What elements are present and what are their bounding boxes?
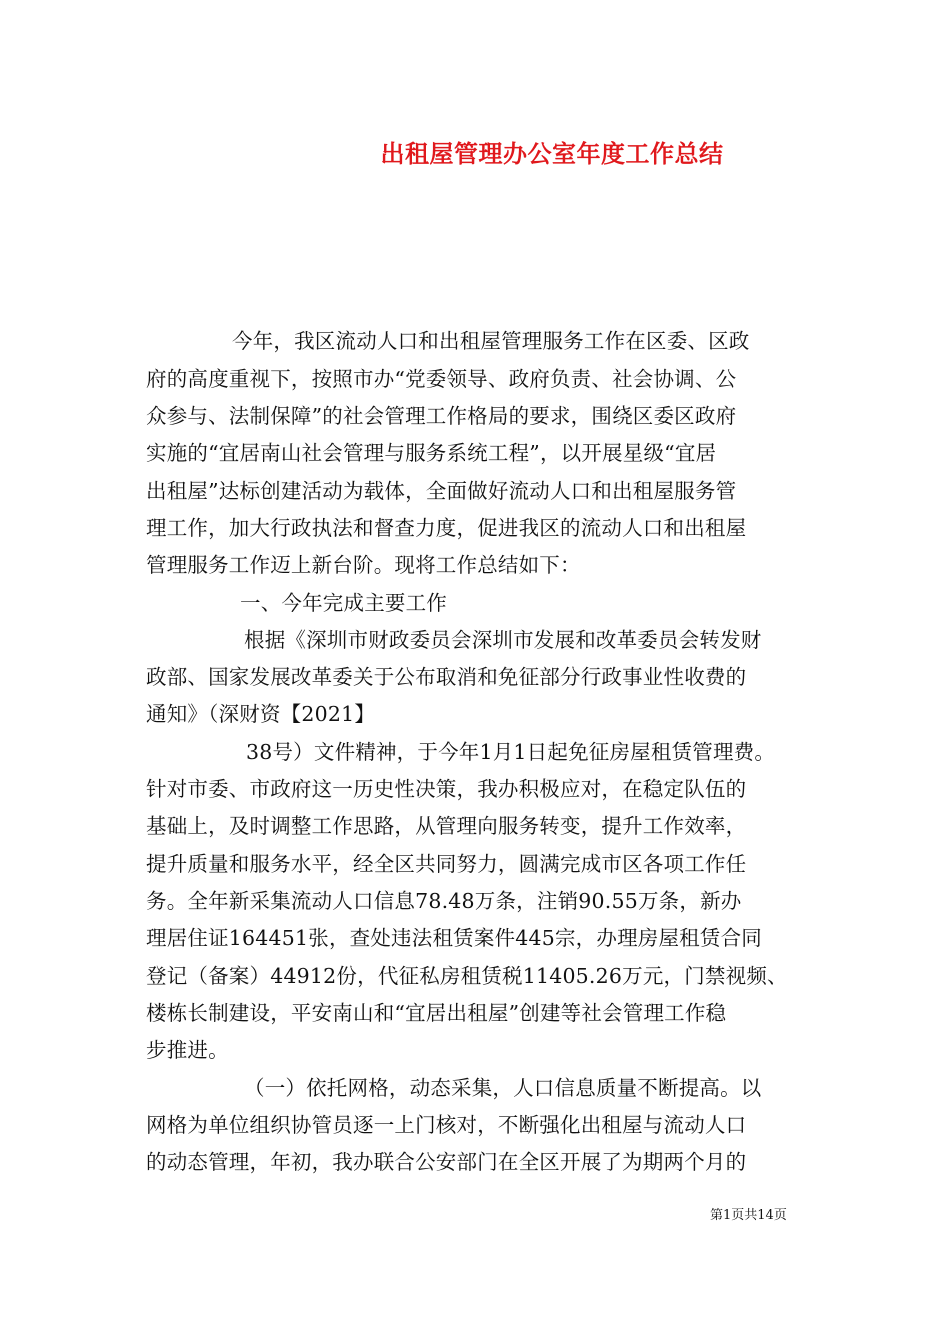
body-line: 务。全年新采集流动人口信息78.48万条，注销90.55万条，新办: [146, 889, 742, 913]
body-line: 理工作，加大行政执法和督查力度，促进我区的流动人口和出租屋: [146, 516, 747, 540]
body-line: 管理服务工作迈上新台阶。现将工作总结如下：: [146, 553, 581, 577]
body-line: 通知》（深财资【2021】: [146, 702, 376, 726]
body-line: 针对市委、市政府这一历史性决策，我办积极应对，在稳定队伍的: [146, 777, 747, 801]
body-line: 步推进。: [146, 1038, 229, 1062]
body-line: 的动态管理，年初，我办联合公安部门在全区开展了为期两个月的: [146, 1150, 747, 1174]
body-line: 楼栋长制建设，平安南山和“宜居出租屋”创建等社会管理工作稳: [146, 1001, 727, 1025]
body-line: 根据《深圳市财政委员会深圳市发展和改革委员会转发财: [244, 628, 762, 652]
body-line: 出租屋”达标创建活动为载体，全面做好流动人口和出租屋服务管: [146, 479, 737, 503]
body-line: 38号）文件精神，于今年1月1日起免征房屋租赁管理费。: [246, 740, 776, 764]
body-line: 基础上，及时调整工作思路，从管理向服务转变，提升工作效率，: [146, 814, 747, 838]
body-line: 理居住证164451张，查处违法租赁案件445宗，办理房屋租赁合同: [146, 926, 762, 950]
body-line: 今年，我区流动人口和出租屋管理服务工作在区委、区政: [232, 329, 750, 353]
page-number: 第1页共14页: [710, 1208, 787, 1223]
body-line: 政部、国家发展改革委关于公布取消和免征部分行政事业性收费的: [146, 665, 747, 689]
body-line: 网格为单位组织协管员逐一上门核对，不断强化出租屋与流动人口: [146, 1113, 747, 1137]
document-title: 出租屋管理办公室年度工作总结: [380, 139, 724, 168]
body-line: 登记（备案）44912份，代征私房租赁税11405.26万元，门禁视频、: [146, 964, 788, 988]
subsection-heading: （一）依托网格，动态采集，人口信息质量不断提高。以: [244, 1076, 762, 1100]
body-line: 府的高度重视下，按照市办“党委领导、政府负责、社会协调、公: [146, 367, 737, 391]
body-line: 实施的“宜居南山社会管理与服务系统工程”，以开展星级“宜居: [146, 441, 717, 465]
body-line: 提升质量和服务水平，经全区共同努力，圆满完成市区各项工作任: [146, 852, 747, 876]
body-line: 众参与、法制保障”的社会管理工作格局的要求，围绕区委区政府: [146, 404, 737, 428]
section-heading: 一、今年完成主要工作: [240, 591, 447, 615]
